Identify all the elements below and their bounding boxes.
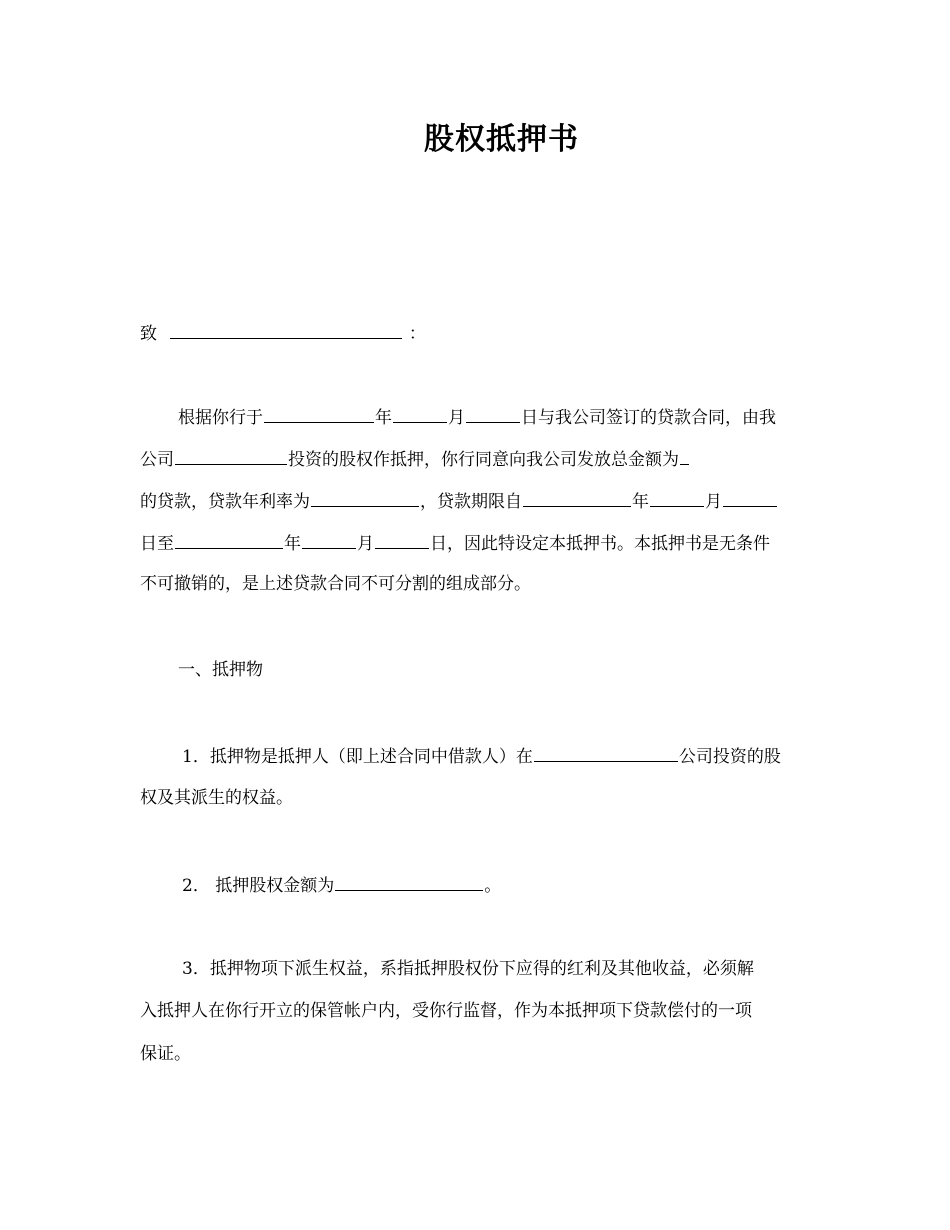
day-blank bbox=[466, 404, 520, 423]
section-heading: 一、抵押物 bbox=[178, 660, 263, 680]
pledge-company-blank bbox=[534, 743, 678, 762]
item-text: 1．抵押物是抵押人（即上述合同中借款人）在 bbox=[182, 747, 533, 767]
item-text: 2． 抵押股权金额为 bbox=[182, 876, 335, 896]
month-blank bbox=[393, 404, 447, 423]
item-1-line-2: 权及其派生的权益。 bbox=[140, 788, 293, 808]
intro-text: 年 bbox=[375, 408, 392, 428]
start-day-blank bbox=[723, 488, 777, 507]
intro-text: 公司 bbox=[140, 450, 174, 470]
item-3-line-1: 3．抵押物项下派生权益，系指抵押股权份下应得的红利及其他收益，必须解 bbox=[182, 959, 754, 979]
item-1-line-1 bbox=[182, 743, 781, 769]
company-blank bbox=[175, 446, 287, 465]
addressee-blank bbox=[170, 320, 402, 339]
intro-line-1 bbox=[178, 404, 776, 430]
intro-line-4 bbox=[140, 530, 770, 556]
intro-text: 日至 bbox=[140, 534, 174, 554]
equity-amount-blank bbox=[335, 872, 483, 891]
intro-line-3 bbox=[140, 488, 778, 514]
item-3-line-3: 保证。 bbox=[140, 1044, 191, 1064]
addressee-suffix: ： bbox=[408, 324, 426, 344]
intro-text: ，贷款期限自 bbox=[420, 492, 522, 512]
intro-text: 投资的股权作抵押，你行同意向我公司发放总金额为 bbox=[288, 450, 679, 470]
intro-text: 月 bbox=[448, 408, 465, 428]
intro-text: 月 bbox=[357, 534, 374, 554]
intro-text: 日与我公司签订的贷款合同，由我 bbox=[521, 408, 776, 428]
rate-blank bbox=[311, 488, 419, 507]
addressee-prefix: 致 bbox=[140, 324, 157, 344]
end-month-blank bbox=[302, 530, 356, 549]
amount-blank bbox=[680, 446, 689, 465]
addressee-line bbox=[140, 320, 426, 346]
document-title: 股权抵押书 bbox=[424, 122, 579, 157]
intro-text: 年 bbox=[284, 534, 301, 554]
intro-line-5: 不可撤销的，是上述贷款合同不可分割的组成部分。 bbox=[140, 574, 531, 594]
item-text: 。 bbox=[484, 876, 502, 896]
intro-text: 年 bbox=[632, 492, 649, 512]
item-text: 公司投资的股 bbox=[678, 747, 781, 767]
start-month-blank bbox=[650, 488, 704, 507]
end-day-blank bbox=[375, 530, 429, 549]
year-blank bbox=[264, 404, 374, 423]
intro-text: 根据你行于 bbox=[178, 408, 263, 428]
start-year-blank bbox=[523, 488, 631, 507]
item-3-line-2: 入抵押人在你行开立的保管帐户内，受你行监督，作为本抵押项下贷款偿付的一项 bbox=[140, 1001, 752, 1021]
item-2-line bbox=[182, 872, 501, 898]
end-year-blank bbox=[175, 530, 283, 549]
intro-text: 的贷款，贷款年利率为 bbox=[140, 492, 310, 512]
intro-text: 月 bbox=[705, 492, 722, 512]
intro-text: 日，因此特设定本抵押书。本抵押书是无条件 bbox=[430, 534, 770, 554]
intro-line-2 bbox=[140, 446, 690, 472]
